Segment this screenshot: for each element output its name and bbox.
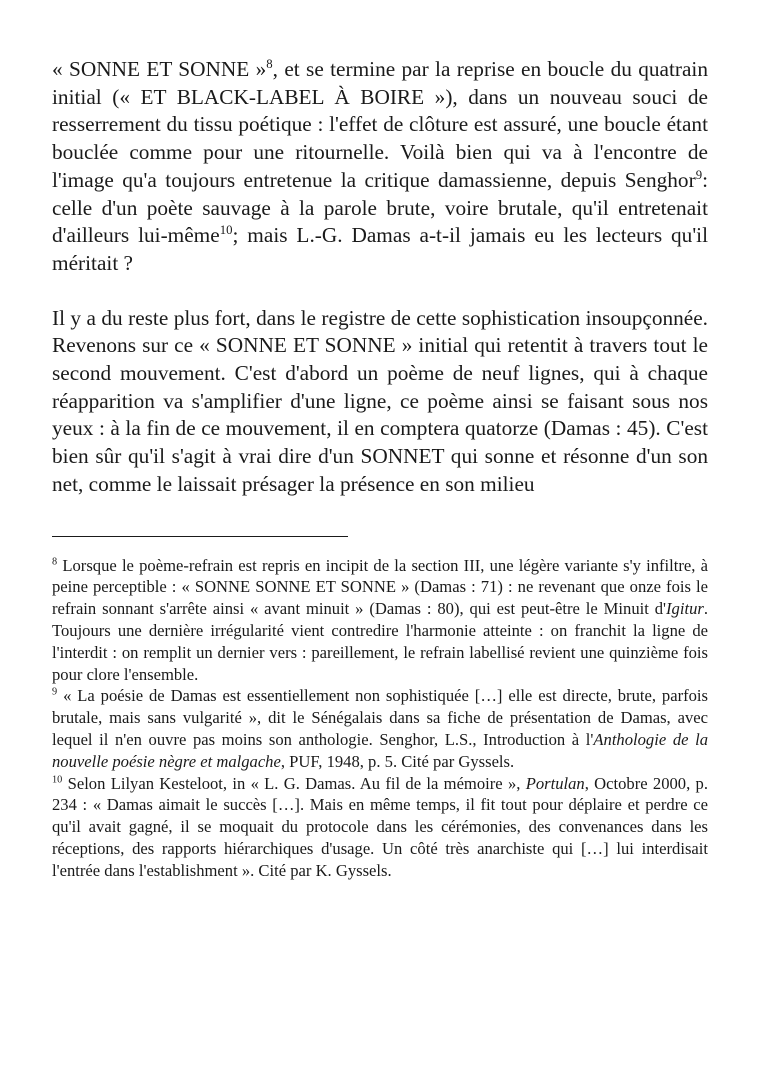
- footnote-number: 8: [52, 556, 58, 568]
- paragraph-text: : celle d'un poète sauvage à la parole brute, voire brutale, qu'il entretenait d'ailleurs lui-même: [52, 167, 708, 248]
- footnote-text: , Octobre 2000, p. 234 : « Damas aimait le succès […]. Mais en même temps, il fit tout pour déplaire et perdre ce qu'il avait gagné, il se moquait du protocole dans les cérémonies, des convenances dans les réceptions, des rapports hiérarchiques d'usage. Un côté très anarchiste qui […] lui interdisait l'entrée dans l'establishment ». Cité par K. Gyssels.: [52, 773, 708, 880]
- body-paragraph-2: Il y a du reste plus fort, dans le registre de cette sophistication insoupçonnée. Revenons sur ce « SONNE ET SONNE » initial qui retentit à travers tout le second mouvement. C'est d'abord un poème de neuf lignes, qui à chaque réapparition va s'amplifier d'une ligne, ce poème ainsi se faisant sous nos yeux : à la fin de ce mouvement, il en comptera quatorze (Damas : 45). C'est bien sûr qu'il s'agit à vrai dire d'un SONNET qui sonne et résonne d'un son net, comme le laissait présager la présence en son milieu: [52, 305, 708, 496]
- paragraph-text: , et se termine par la reprise en boucle du quatrain initial (« ET BLACK-LABEL À BOIRE »), dans un nouveau souci de resserrement du tissu poétique : l'effet de clôture est assuré, une boucle étant bouclée comme pour une ritournelle. Voilà bien qui va à l'encontre de l'image qu'a toujours entretenue la critique damassienne, depuis Senghor: [52, 57, 708, 192]
- footnote-text: . Toujours une dernière irrégularité vient contredire l'harmonie atteinte : on franchit la ligne de l'interdit : on remplit un dernier vers : pareillement, le refrain labellisé revient une quinzième fois pour clore l'ensemble.: [52, 599, 708, 684]
- footnote-9: [52, 685, 708, 772]
- footnote-italic-title: Igitur: [666, 599, 704, 619]
- footnote-number: 9: [52, 686, 58, 698]
- footnote-ref-9[interactable]: 9: [695, 167, 703, 182]
- paragraph-text: « SONNE ET SONNE »: [52, 57, 267, 81]
- footnote-text: , PUF, 1948, p. 5. Cité par Gyssels.: [280, 751, 515, 771]
- footnote-text: « La poésie de Damas est essentiellement non sophistiquée […] elle est directe, brute, parfois brutale, mais sans vulgarité », dit le Sénégalais dans sa fiche de présentation de Damas, avec lequel il n'en ouvre pas moins son anthologie. Senghor, L.S., Introduction à l': [52, 686, 708, 749]
- footnote-separator: [52, 536, 348, 537]
- footnote-italic-title: Anthologie de la nouvelle poésie nègre et malgache: [52, 729, 709, 771]
- paragraph-text: ; mais L.-G. Damas a-t-il jamais eu les lecteurs qu'il méritait ?: [52, 223, 708, 275]
- footnote-ref-10[interactable]: 10: [219, 223, 233, 238]
- footnote-8: [52, 555, 708, 686]
- footnote-text: Lorsque le poème-refrain est repris en incipit de la section III, une légère variante s'y infiltre, à peine perceptible : « SONNE SONNE ET SONNE » (Damas : 71) : ne revenant que onze fois le refrain sonnant s'arrête ainsi « avant minuit » (Damas : 80), qui est peut-être le Minuit d': [52, 555, 708, 619]
- footnote-number: 10: [52, 773, 63, 785]
- body-paragraph-1: [52, 56, 708, 278]
- footnote-10: [52, 773, 708, 882]
- footnote-ref-8[interactable]: 8: [266, 56, 273, 71]
- footnote-text: Selon Lilyan Kesteloot, in « L. G. Damas. Au fil de la mémoire »,: [67, 773, 526, 793]
- footnote-italic-title: Portulan: [525, 773, 585, 793]
- document-page: [52, 56, 708, 882]
